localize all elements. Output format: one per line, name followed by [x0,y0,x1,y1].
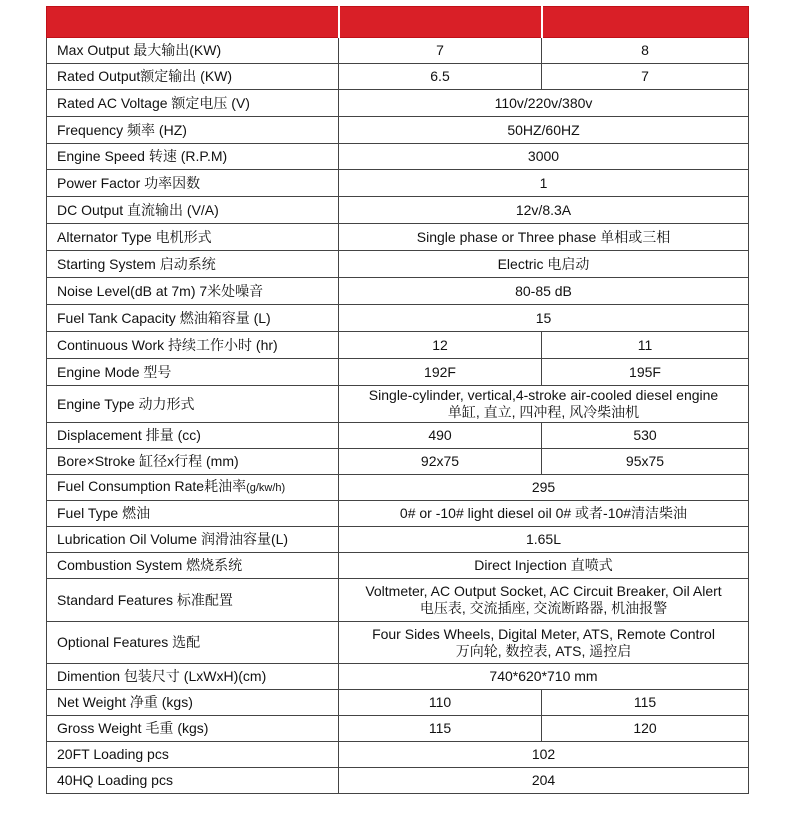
spec-label [47,64,339,90]
spec-value: 192F [339,359,542,386]
spec-row [47,117,749,144]
spec-value: Single-cylinder, vertical,4-stroke air-cooled diesel engine 单缸, 直立, 四冲程, 风冷柴油机 [339,386,749,423]
spec-value: 80-85 dB [339,278,749,305]
spec-row [47,501,749,527]
spec-value: 95x75 [542,449,749,475]
spec-label-text: Max Output 最大输出(KW) [57,42,222,58]
spec-label-text: DC Output 直流输出 (V/A) [57,201,219,218]
spec-row [47,449,749,475]
spec-row [47,475,749,501]
spec-row [47,742,749,768]
header-row [47,7,749,38]
spec-value: 11 [542,332,749,359]
spec-label-text: Power Factor 功率因数 [57,174,201,191]
spec-label [47,527,339,553]
spec-label [47,386,339,423]
spec-row [47,579,749,622]
spec-label-text: Optional Features 选配 [57,634,201,650]
spec-value: 490 [339,423,542,449]
spec-label-text: Rated AC Voltage 额定电压 (V) [57,94,250,111]
spec-label [47,117,339,144]
spec-label-text: Engine Type 动力形式 [57,395,195,412]
spec-row [47,359,749,386]
spec-row [47,197,749,224]
spec-label-text: Standard Features 标准配置 [57,591,233,608]
spec-value: 110v/220v/380v [339,90,749,117]
spec-row [47,224,749,251]
spec-value: 15 [339,305,749,332]
spec-label-text: Combustion System 燃烧系统 [57,557,243,573]
spec-label-text: Gross Weight 毛重 (kgs) [57,720,209,736]
spec-row [47,144,749,170]
header-cell-model-1 [339,7,542,38]
spec-value: 1.65L [339,527,749,553]
spec-row [47,38,749,64]
spec-row [47,278,749,305]
spec-label-text: Engine Speed 转速 (R.P.M) [57,148,228,164]
spec-value: 740*620*710 mm [339,664,749,690]
spec-label [47,359,339,386]
spec-value: 7 [542,64,749,90]
spec-label [47,579,339,622]
spec-label [47,449,339,475]
spec-value: Electric 电启动 [339,251,749,278]
spec-value: 92x75 [339,449,542,475]
spec-label-text: 20FT Loading pcs [57,746,169,762]
header-cell-label [47,7,339,38]
spec-value: Single phase or Three phase 单相或三相 [339,224,749,251]
spec-label [47,90,339,117]
spec-value: 204 [339,768,749,794]
spec-label [47,332,339,359]
spec-label [47,278,339,305]
spec-label [47,768,339,794]
spec-value: 8 [542,38,749,64]
spec-label [47,690,339,716]
spec-row [47,622,749,664]
spec-value: 115 [542,690,749,716]
spec-label [47,197,339,224]
spec-row [47,690,749,716]
spec-label-text: Alternator Type 电机形式 [57,228,212,245]
spec-label-text: Continuous Work 持续工作小时 (hr) [57,336,278,353]
spec-row [47,64,749,90]
spec-row [47,332,749,359]
spec-row [47,553,749,579]
spec-label-text: Noise Level(dB at 7m) 7米处噪音 [57,282,264,299]
spec-label-text: Starting System 启动系统 [57,255,216,272]
spec-label [47,501,339,527]
spec-label [47,664,339,690]
spec-label [47,305,339,332]
spec-row [47,716,749,742]
spec-row [47,423,749,449]
spec-value: 0# or -10# light diesel oil 0# 或者-10#清洁柴油 [339,501,749,527]
spec-value: 110 [339,690,542,716]
spec-label [47,475,339,501]
spec-row [47,90,749,117]
spec-value: 3000 [339,144,749,170]
spec-value: 7 [339,38,542,64]
spec-label-text: Dimention 包装尺寸 (LxWxH)(cm) [57,668,267,684]
spec-label-text: Engine Mode 型号 [57,363,172,380]
spec-label [47,38,339,64]
spec-value: 12 [339,332,542,359]
spec-row [47,664,749,690]
spec-row [47,527,749,553]
spec-value: Direct Injection 直喷式 [339,553,749,579]
spec-value: 50HZ/60HZ [339,117,749,144]
spec-label [47,251,339,278]
spec-table [46,6,749,794]
spec-label-text: Bore×Stroke 缸径x行程 (mm) [57,453,239,469]
spec-label [47,423,339,449]
spec-value: 530 [542,423,749,449]
spec-label-text: Frequency 频率 (HZ) [57,121,187,138]
spec-value: 12v/8.3A [339,197,749,224]
spec-label-text: 40HQ Loading pcs [57,772,173,788]
spec-label-text: Rated Output额定输出 (KW) [57,68,233,84]
spec-label-text: Lubrication Oil Volume 润滑油容量(L) [57,531,289,547]
spec-row [47,305,749,332]
spec-row [47,386,749,423]
spec-value: Four Sides Wheels, Digital Meter, ATS, Remote Control 万向轮, 数控表, ATS, 遥控启 [339,622,749,664]
spec-label [47,224,339,251]
spec-label-unit: (g/kw/h) [246,482,286,494]
spec-label-text: Fuel Consumption Rate耗油率 [57,478,247,494]
spec-value: 120 [542,716,749,742]
spec-value: 1 [339,170,749,197]
spec-row [47,251,749,278]
spec-label [47,742,339,768]
spec-label-text: Fuel Tank Capacity 燃油箱容量 (L) [57,309,271,326]
spec-value: 295 [339,475,749,501]
spec-value: 195F [542,359,749,386]
spec-row [47,170,749,197]
spec-label-text: Displacement 排量 (cc) [57,427,201,443]
spec-value: 6.5 [339,64,542,90]
spec-value: 102 [339,742,749,768]
spec-value: Voltmeter, AC Output Socket, AC Circuit Breaker, Oil Alert 电压表, 交流插座, 交流断路器, 机油报警 [339,579,749,622]
spec-label [47,553,339,579]
spec-label [47,716,339,742]
spec-label-text: Fuel Type 燃油 [57,505,151,521]
spec-label [47,144,339,170]
spec-value: 115 [339,716,542,742]
header-cell-model-2 [542,7,749,38]
spec-label [47,622,339,664]
spec-row [47,768,749,794]
spec-label-text: Net Weight 净重 (kgs) [57,694,193,710]
spec-label [47,170,339,197]
